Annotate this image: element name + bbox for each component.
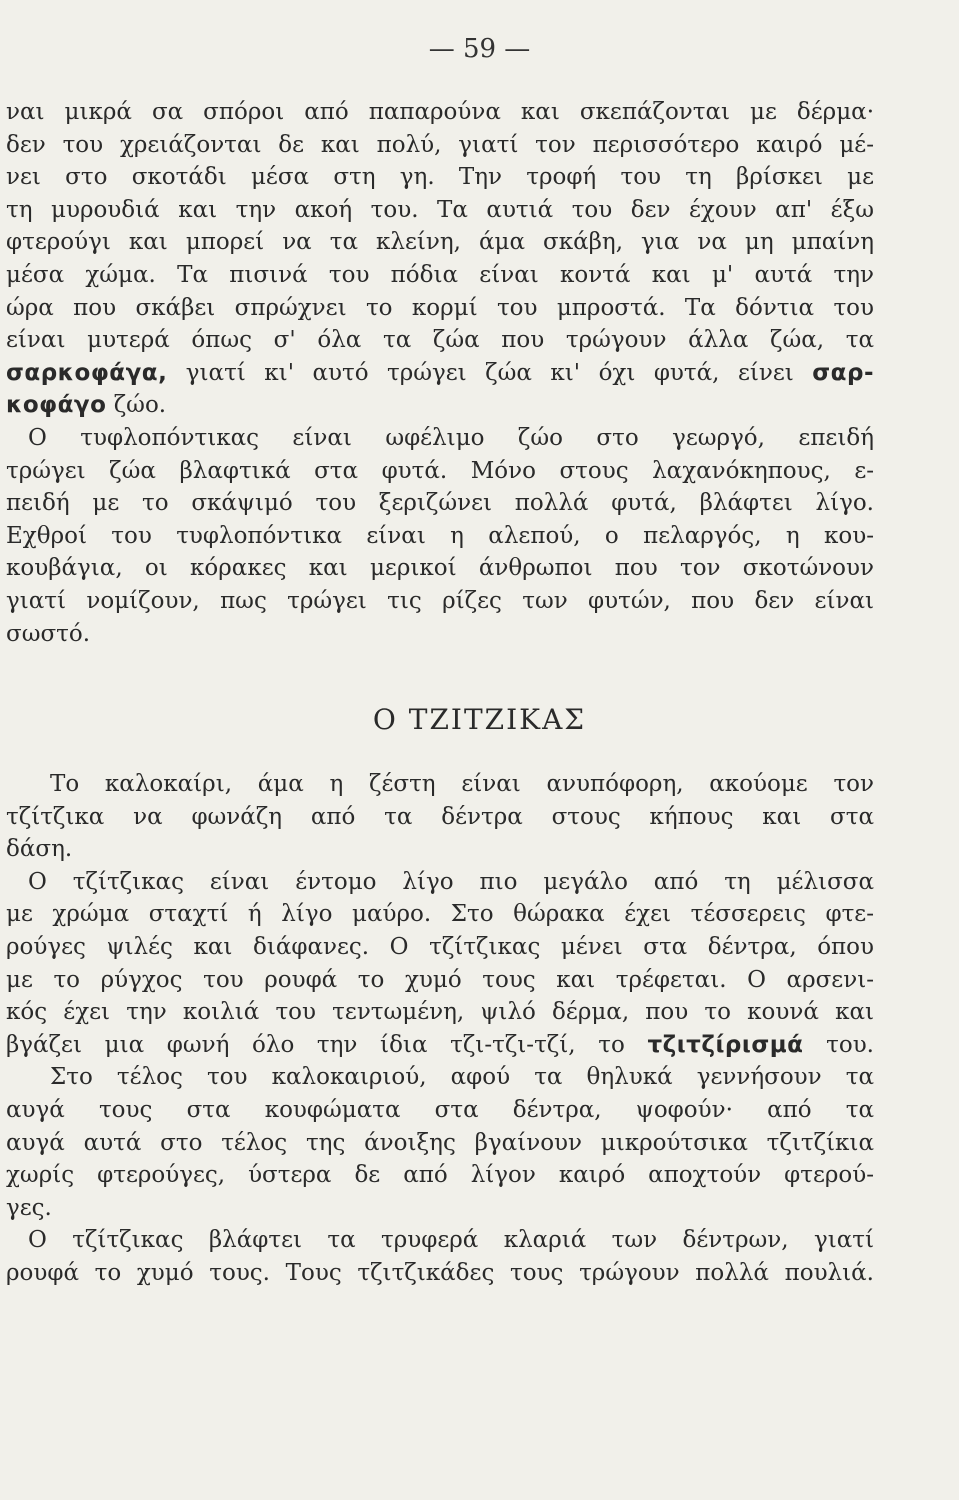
bold-term: σαρκοφάγα, (6, 359, 168, 386)
text-line: ναι μικρά σα σπόροι από παπαρούνα και σκεπάζονται με δέρμα· (6, 99, 874, 125)
text-line: ρουφά το χυμό τους. Τους τζιτζικάδες τους τρώγουν πολλά πουλιά. (6, 1259, 874, 1286)
text-line: χωρίς φτερούγες, ύστερα δε από λίγον καιρό αποχτούν φτερού- (6, 1162, 874, 1189)
bold-term: κοφάγο (6, 392, 107, 419)
text-span: ζώο. (106, 392, 167, 419)
text-line: γιατί νομίζουν, πως τρώγει τις ρίζες των φυτών, που δεν είναι (6, 587, 874, 614)
paragraph-cicada (6, 768, 874, 1290)
text-line: φτερούγι και μπορεί να τα κλείνη, άμα σκάβη, για να μη μπαίνη (6, 229, 874, 256)
page-number: — 59 — (428, 34, 531, 64)
text-line: αυγά αυτά στο τέλος της άνοιξης βγαίνουν μικρούτσικα τζιτζίκια (6, 1129, 874, 1156)
text-line: δάση. (6, 836, 73, 863)
text-span: του. (803, 1031, 874, 1058)
text-line: Ο τζίτζικας βλάφτει τα τρυφερά κλαριά των δέντρων, γιατί (28, 1227, 874, 1254)
text-line: γες. (6, 1194, 52, 1221)
section-title: Ο ΤΖΙΤΖΙΚΑΣ (372, 703, 587, 736)
text-line: κουβάγια, οι κόρακες και μερικοί άνθρωποι που τον σκοτώνουν (6, 555, 874, 582)
text-line: Στο τέλος του καλοκαιριού, αφού τα θηλυκά γεννήσουν τα (50, 1064, 874, 1091)
text-line: μέσα χώμα. Τα πισινά του πόδια είναι κοντά και μ' αυτά την (6, 261, 874, 288)
text-line (6, 357, 874, 390)
paragraph-mole (6, 96, 874, 650)
text-span: γιατί κι' αυτό τρώγει ζώα κι' όχι φυτά, είνει (167, 359, 813, 386)
text-line: τη μυρουδιά και την ακοή του. Τα αυτιά του δεν έχουν απ' έξω (6, 196, 874, 223)
text-line (6, 1029, 874, 1062)
text-line: σωστό. (6, 620, 91, 647)
text-line: τρώγει ζώα βλαφτικά στα φυτά. Μόνο στους λαχανόκηπους, ε- (6, 457, 874, 484)
bold-term: τζιτζίρισμά (647, 1031, 804, 1058)
text-line: νει στο σκοτάδι μέσα στη γη. Την τροφή του τη βρίσκει με (6, 164, 874, 191)
text-line: πειδή με το σκάψιμό του ξεριζώνει πολλά φυτά, βλάφτει λίγο. (6, 490, 874, 517)
text-line: ώρα που σκάβει σπρώχνει το κορμί του μπροστά. Τα δόντια του (6, 294, 874, 321)
text-line: δεν του χρειάζονται δε και πολύ, γιατί τον περισσότερο καιρό μέ- (6, 131, 874, 158)
text-line: Το καλοκαίρι, άμα η ζέστη είναι ανυπόφορη, ακούομε τον (50, 771, 874, 797)
bold-term: σαρ- (812, 359, 874, 386)
text-line: αυγά τους στα κουφώματα στα δέντρα, ψοφούν· από τα (6, 1096, 874, 1123)
text-line: Ο τυφλοπόντικας είναι ωφέλιμο ζώο στο γεωργό, επειδή (28, 424, 874, 451)
text-line: Ο τζίτζικας είναι έντομο λίγο πιο μεγάλο από τη μέλισσα (28, 868, 874, 895)
text-line: με χρώμα σταχτί ή λίγο μαύρο. Στο θώρακα έχει τέσσερεις φτε- (6, 901, 874, 928)
text-line: είναι μυτερά όπως σ' όλα τα ζώα που τρώγουν άλλα ζώα, τα (6, 327, 874, 354)
text-line: κός έχει την κοιλιά του τεντωμένη, ψιλό δέρμα, που το κουνά και (6, 999, 874, 1026)
text-line: τζίτζικα να φωνάζη από τα δέντρα στους κήπους και στα (6, 803, 874, 830)
text-line: με το ρύγχος του ρουφά το χυμό τους και τρέφεται. Ο αρσενι- (6, 966, 874, 993)
text-line: Εχθροί του τυφλοπόντικα είναι η αλεπού, ο πελαργός, η κου- (6, 522, 874, 549)
text-line (6, 389, 874, 422)
text-line: ρούγες ψιλές και διάφανες. Ο τζίτζικας μένει στα δέντρα, όπου (6, 933, 874, 960)
text-span: βγάζει μια φωνή όλο την ίδια τζι-τζι-τζί, το (6, 1031, 648, 1058)
